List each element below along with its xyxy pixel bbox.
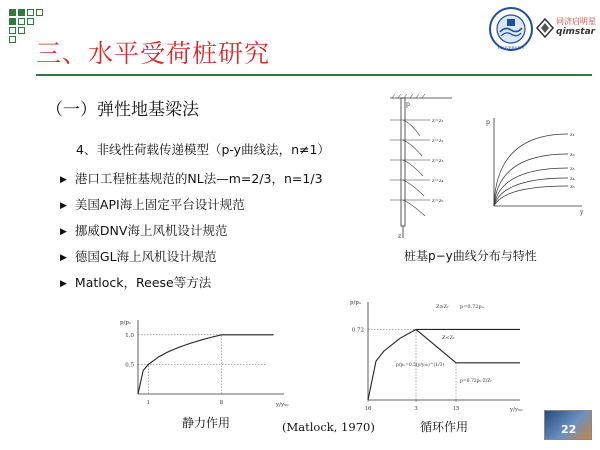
depth-label: z=z₄ <box>432 178 444 184</box>
corner-square <box>9 27 16 34</box>
corner-square <box>9 36 16 43</box>
annotation-curve-eq: p/pᵤ=0.5(y/y₅₀)^(1/3) <box>396 363 445 368</box>
university-logo <box>488 6 534 52</box>
bullet-arrow-icon: ▶ <box>60 253 67 263</box>
slide-title: 三、水平受荷桩研究 <box>36 39 271 68</box>
depth-label: z=z₂ <box>432 138 444 144</box>
py-curve-label: z₄ <box>570 176 575 182</box>
intro-line: 4、非线性荷载传递模型（p-y曲线法，n≠1） <box>76 142 330 157</box>
x-axis-label: y/y₅₀ <box>276 402 289 408</box>
corner-square <box>27 18 34 25</box>
citation: (Matlock, 1970) <box>282 420 375 434</box>
bullet-item <box>60 195 245 213</box>
depth-label: z=z₁ <box>432 118 444 124</box>
bullet-text: 港口工程桩基规范的NL法—m=2/3，n=1/3 <box>74 171 323 186</box>
py-curve-label: z₅ <box>570 184 575 190</box>
bullet-item <box>60 221 227 239</box>
py-curve-label: z₃ <box>570 166 575 172</box>
bullet-item <box>60 273 211 291</box>
bullet-text: 挪威DNV海上风机设计规范 <box>74 223 228 238</box>
cyclic-chart-title: 循环作用 <box>420 420 469 434</box>
ocean-logo-text: UNIVERSITY <box>497 45 525 50</box>
corner-square <box>18 18 25 25</box>
x-tick-label: 1 <box>146 400 151 406</box>
static-chart-title: 静力作用 <box>182 416 231 430</box>
pile-axis-z-label: z <box>398 233 402 240</box>
py-curve-label: z₁ <box>570 132 575 138</box>
bullet-item <box>60 169 323 187</box>
page-number: 22 <box>561 423 577 436</box>
corner-square <box>9 9 16 16</box>
annotation-zlt-label: Z<Zᵣ <box>442 335 455 341</box>
y-axis-label: p/pᵤ <box>120 320 132 326</box>
tongji-logo-mark <box>536 18 554 38</box>
x-tick-label: 3 <box>414 406 418 412</box>
bullet-item <box>60 247 217 265</box>
bullet-text: 美国API海上固定平台设计规范 <box>74 197 245 212</box>
py-axis-p-label: p <box>486 119 490 126</box>
section-heading: （一）弹性地基梁法 <box>46 100 199 120</box>
x-axis-label: y/y₅₀ <box>510 407 523 413</box>
page-badge <box>544 410 592 440</box>
y-tick-label: 0.5 <box>125 362 134 369</box>
bullet-arrow-icon: ▶ <box>60 279 67 289</box>
bullet-arrow-icon: ▶ <box>60 227 67 237</box>
bullet-text: 德国GL海上风机设计规范 <box>74 249 217 264</box>
py-curve-label: z₂ <box>570 152 575 158</box>
corner-square <box>18 9 25 16</box>
annotation-plateau: p=0.72pᵤ <box>460 304 484 310</box>
corner-square <box>36 9 43 16</box>
bullet-text: Matlock，Reese等方法 <box>74 275 212 290</box>
pile-shaft <box>401 98 405 226</box>
y-axis-label: p/pᵤ <box>350 300 362 306</box>
depth-label: z=z₅ <box>432 198 444 204</box>
corner-square <box>9 18 16 25</box>
cyclic-py-curve-shallow <box>416 329 520 362</box>
title-underline <box>36 74 592 76</box>
depth-label: z=z₃ <box>432 158 444 164</box>
x-tick-label: 15 <box>452 406 460 412</box>
bullet-arrow-icon: ▶ <box>60 201 67 211</box>
annotation-residual: p=0.72pᵤ·Z/Zᵣ <box>460 379 493 384</box>
annotation-zr-label: Z≥Zᵣ <box>436 304 449 310</box>
tongji-logo-text: 同济启明星 <box>556 17 596 26</box>
py-axis-y-label: y <box>580 209 584 216</box>
pile-load-p-label: p <box>406 101 410 108</box>
pile-figure-caption: 桩基p−y曲线分布与特性 <box>404 249 537 263</box>
bullet-arrow-icon: ▶ <box>60 175 67 185</box>
corner-square <box>18 27 25 34</box>
static-py-chart <box>112 312 294 412</box>
x-tick-label: 8 <box>219 400 224 406</box>
y-tick-label: 0.72 <box>351 327 364 334</box>
cyclic-py-chart <box>336 294 534 414</box>
tongji-logo-latin: qimstar <box>556 27 596 37</box>
y-tick-label: 1.0 <box>125 332 134 339</box>
tongji-logo <box>536 14 598 44</box>
x-tick-label: 16 <box>364 406 372 412</box>
corner-square <box>27 9 34 16</box>
pile-py-distribution-figure <box>390 92 592 242</box>
